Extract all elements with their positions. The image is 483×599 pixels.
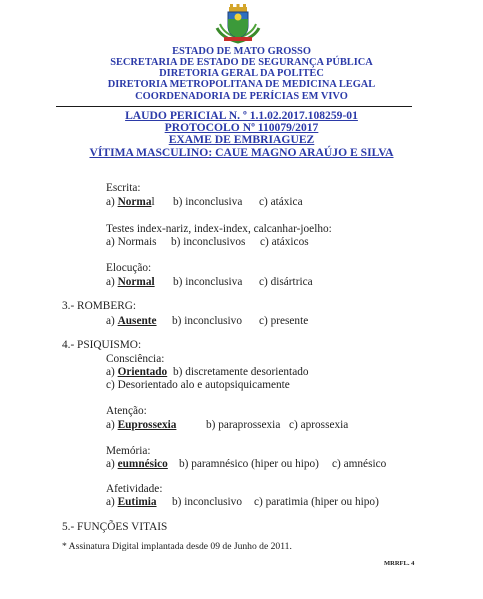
elocucao-option-a: a) Normal bbox=[106, 276, 155, 288]
exam-type: EXAME DE EMBRIAGUEZ bbox=[168, 133, 315, 146]
protocol-number: PROTOCOLO Nº 110079/2017 bbox=[164, 121, 319, 134]
afetividade-option-b: b) inconclusivo bbox=[172, 496, 242, 508]
escrita-label: Escrita: bbox=[106, 182, 141, 194]
header-line-politec: DIRETORIA GERAL DA POLITEC bbox=[159, 68, 324, 79]
elocucao-label: Elocução: bbox=[106, 262, 152, 274]
romberg-option-b: b) inconclusivo bbox=[172, 315, 242, 327]
romberg-option-c: c) presente bbox=[259, 315, 309, 327]
atencao-option-a: a) Euprossexia bbox=[106, 419, 177, 431]
testes-option-c: c) atáxicos bbox=[260, 236, 309, 248]
consciencia-option-c: c) Desorientado alo e autopsiquicamente bbox=[106, 379, 290, 391]
memoria-option-b: b) paramnésico (hiper ou hipo) bbox=[179, 458, 319, 470]
escrita-selected: Norma bbox=[117, 196, 152, 208]
testes-option-a: a) Normais bbox=[106, 236, 157, 248]
testes-option-b: b) inconclusivos bbox=[171, 236, 246, 248]
header-line-coordination: COORDENADORIA DE PERÍCIAS EM VIVO bbox=[135, 91, 348, 102]
digital-signature-note: * Assinatura Digital implantada desde 09 de Junho de 2011. bbox=[62, 541, 292, 552]
romberg-heading: 3.- ROMBERG: bbox=[62, 300, 137, 312]
atencao-option-c: c) aprossexia bbox=[289, 419, 349, 431]
header-line-state: ESTADO DE MATO GROSSO bbox=[172, 46, 311, 57]
romberg-option-a: a) Ausente bbox=[106, 315, 157, 327]
consciencia-option-b: b) discretamente desorientado bbox=[173, 366, 309, 378]
consciencia-selected: Orientado bbox=[117, 366, 168, 378]
atencao-selected: Euprossexia bbox=[117, 419, 177, 431]
afetividade-option-a: a) Eutimia bbox=[106, 496, 157, 508]
header-divider bbox=[56, 106, 412, 107]
afetividade-option-c: c) paratimia (hiper ou hipo) bbox=[254, 496, 379, 508]
memoria-selected: eumnésico bbox=[117, 458, 168, 470]
escrita-option-a: a) Normal bbox=[106, 196, 155, 208]
romberg-selected: Ausente bbox=[117, 315, 157, 327]
atencao-option-b: b) paraprossexia bbox=[206, 419, 281, 431]
elocucao-selected: Normal bbox=[117, 276, 155, 288]
escrita-option-c: c) atáxica bbox=[259, 196, 303, 208]
escrita-option-b: b) inconclusiva bbox=[173, 196, 243, 208]
header-line-directorate: DIRETORIA METROPOLITANA DE MEDICINA LEGAL bbox=[107, 79, 376, 90]
consciencia-option-a: a) Orientado bbox=[106, 366, 168, 378]
psiquismo-heading: 4.- PSIQUISMO: bbox=[62, 339, 142, 351]
afetividade-selected: Eutimia bbox=[117, 496, 157, 508]
funcoes-vitais-heading: 5.- FUNÇÕES VITAIS bbox=[62, 521, 168, 533]
consciencia-label: Consciência: bbox=[106, 353, 165, 365]
state-coat-of-arms bbox=[214, 4, 262, 44]
memoria-option-a: a) eumnésico bbox=[106, 458, 168, 470]
testes-label: Testes index-nariz, index-index, calcanhar-joelho: bbox=[106, 223, 332, 235]
memoria-option-c: c) amnésico bbox=[332, 458, 387, 470]
page-code: MRRFL. 4 bbox=[384, 560, 415, 567]
afetividade-label: Afetividade: bbox=[106, 483, 163, 495]
report-number: LAUDO PERICIAL N. º 1.1.02.2017.108259-01 bbox=[125, 109, 358, 122]
atencao-label: Atenção: bbox=[106, 405, 147, 417]
header-line-secretariat: SECRETARIA DE ESTADO DE SEGURANÇA PÚBLICA bbox=[110, 57, 373, 68]
elocucao-option-b: b) inconclusiva bbox=[173, 276, 243, 288]
elocucao-option-c: c) disártrica bbox=[259, 276, 313, 288]
victim-name: VÍTIMA MASCULINO: CAUE MAGNO ARAÚJO E SILVA bbox=[89, 146, 394, 159]
memoria-label: Memória: bbox=[106, 445, 151, 457]
